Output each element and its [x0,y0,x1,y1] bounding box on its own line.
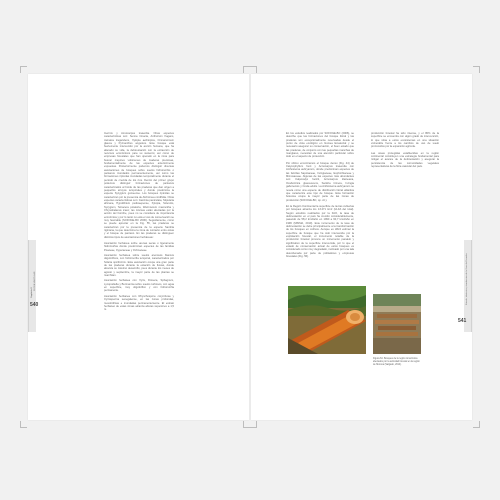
paragraph: En la Región Continental la superficie de tierras cubiertas por bosques alcanza los 13.471 km2 (IA-FA del total). Según estudios realizados por la FAO, la tasa de deforestación en el país ha crecido considerablemente, pasando de 58,2 km2/año en 1990 a 90,7 km2/año en 1996 (MINMA, 2010). Este incremento de la tasa de deforestación se debe principalmente a la transformación de los bosques en cultivos. Aunque es difícil estimar la superficie de bosque que ha sido intervenida por la explotación forestal, el incremento notable de la producción forestal provoca un incremento paralelo y significativo de la superficie intervenida, por lo que el estado de conservación actual de estos bosques es considerado como muy degradado, motivado por una tala desordenada por parte de pobladores y empresas forestales (Fig. 56). [286,204,354,259]
left-page-text-column [104,132,174,378]
paragraph: Asociación herbácea con Rhynchospora corymbosa y Cyrtosperma senegalense, en las zonas profundas, mesotróficas e inundadas permanentemente. El estrato herbáceo de estas zonas alcanza alturas superiores a 1,5 m. [104,294,174,312]
crop-mark [250,66,257,73]
crop-mark [20,66,27,73]
paragraph: Asociación herbácea con Xyris, Drosera, Sphagnum, Lycopodiella y Burmannia sobre suelos turbosos, con agua en superficie, muy oligotrófico y con hidromorfía permanente. [104,279,174,293]
right-page-text-column-1 [286,132,354,287]
crop-mark [473,66,480,73]
crop-mark [20,421,27,428]
crop-mark [473,421,480,428]
left-page-number: 540 [30,302,39,308]
paragraph: Asociación herbácea sobre arenas secas o ligeramente hidromorfas donde predominan especies de las familias Poaceae, Cyperaceae y Ochnaceae. [104,242,174,252]
photo-caption: Figura 64. Bosques de la región Amazónica afectados por la actividad forestal en la región de Morona (Salgado, 2014). [373,358,420,366]
paragraph: Por último encontramos el bosque denso (Fig. 44) de Calycophyllum hunt y Acnocarpus trasendia con Anthostema aubryanum, donde predominan especies de las familias Sapotaceae, Irvingiaceae, Euphorbiaceae y Mimosaceae. Algunas de las especies más abundantes son: Calpocalyx heitzii, Acnocarpus klaineana, Oxabontrica glaucescens, Santiria trimera, Irvingia gabonensis y Coula edulis. La Anthostema aubryanum se revela como una especie de distribución litoral atlántica que caracteriza este tipo de bosque. Esta formación boscosa ocupa la mayor parte de las zonas de producción (SOFOGE-BC, op. cit.). [286,161,354,202]
right-running-head: Estado, dinámica y tendencias de la flora de Ecuador [466,253,468,305]
paragraph: Inermis y Acnocarpus traserdia. Otras especies características son: Senna trinacia, Anthurium fragans, Jamaica tragandens, Xylopia aethiopica, Cinnamomum glauca y Pyrinanthus angustos. Este bosque está fuertemente intervenido por la acción humana, que ha alterado su vida, la deforestación con la extracción de recursos económicos para su sustento; así como de empresas forestales que han operado en la zona para buscar mayores volúmenes de maderas preciosas, fundamentalmente de las especies anteriormente expuestas. Posteriormente podemos distinguir diversas asociaciones de bosques sobre suelos hidromorfos o pantanos inundados permanentemente, así como las formaciones ripícolas inundadas temporalmente durante el período de crecida de los ríos. Dentro del primer grupo podemos distinguir formaciones de pantanos caracterizados al borde de las praderas que dan origen a pequeños arroyos temporales y donde predomina la especie Syzygium guineense. Los bosques ripícolas se caracterizan por la presencia de Alchornea cordifolia. Otras especies características son: Garcinia paniculata, Stipularia africana, Hypolithium pudicaepense, Xylopia, Sclerotis, Syzygium, Tetracera potatoria, Warmcetum macrantha y Chrysobalanus icaco; las mismas están afectadas por la acción del hombre, pues no se considera de importancia económica y por lo tanto no está el uso de conservación se muy favorable (SOFOGE-BC 2006). Seguidamente, como se puede apreciar en la Fig. 55, las praderas se caracterizan por la presencia de la especie Santiria riginiana, la que determina la zona de contacto entre éstas y el bosque de pantano. En las praderas se distinguen distintos tipos de asociaciones herbáceas: [104,132,174,239]
crop-mark [250,421,257,428]
right-page-number: 541 [458,318,467,324]
paragraph: Las áreas protegidas establecidas en la región continental constituyen una estrategia fundamental para mitigar el avance de la deforestación y asegurar la persistencia de las comunidades vegetales representativas de la flora vascular del país. [371,151,439,169]
paragraph: Asociación herbácea sobre suelos arenosos blancos oligotróficos, con hidromorfía temporal, caracterizados por Sclaria spiciformis. Esta asociación ocupa una gran parte de las praderas durante la estación de lluvias, donde alcanza su máximo desarrollo, pues durante los meses de agosto y septiembre, la mayor parte de las plantas se marchitan. [104,254,174,278]
paragraph: producción forestal ha sido intensa, y el 80% de la superficie se encuentra con algún grado de intervención, lo que sitúa a estos ecosistemas en una situación vulnerable frente a los cambios de uso de suelo promovidos por la expansión agrícola. [371,132,439,149]
crop-mark [243,421,250,428]
left-running-head-section: FLORA VASCULAR [34,271,36,291]
timber-stack-photo [373,294,421,354]
forest-log-photo [288,286,366,354]
left-running-head-chapter: Capítulo II [31,287,33,298]
paragraph: En los estudios realizados por SOFOGE-BC (2006), se describe que las formaciones del bosque litoral y las praderas son excepcionalmente reservadas desde el punto de vista ecológico en Guinea Ecuatorial y se necesario asegurar su conservación, el buen estado que las praderas, de conjunto con las pequeñas manchas de manglares, necesitan de una atención particular sobre todo en el aspecto de protección. [286,132,354,159]
right-page-text-column-2 [371,132,439,287]
crop-mark [243,66,250,73]
